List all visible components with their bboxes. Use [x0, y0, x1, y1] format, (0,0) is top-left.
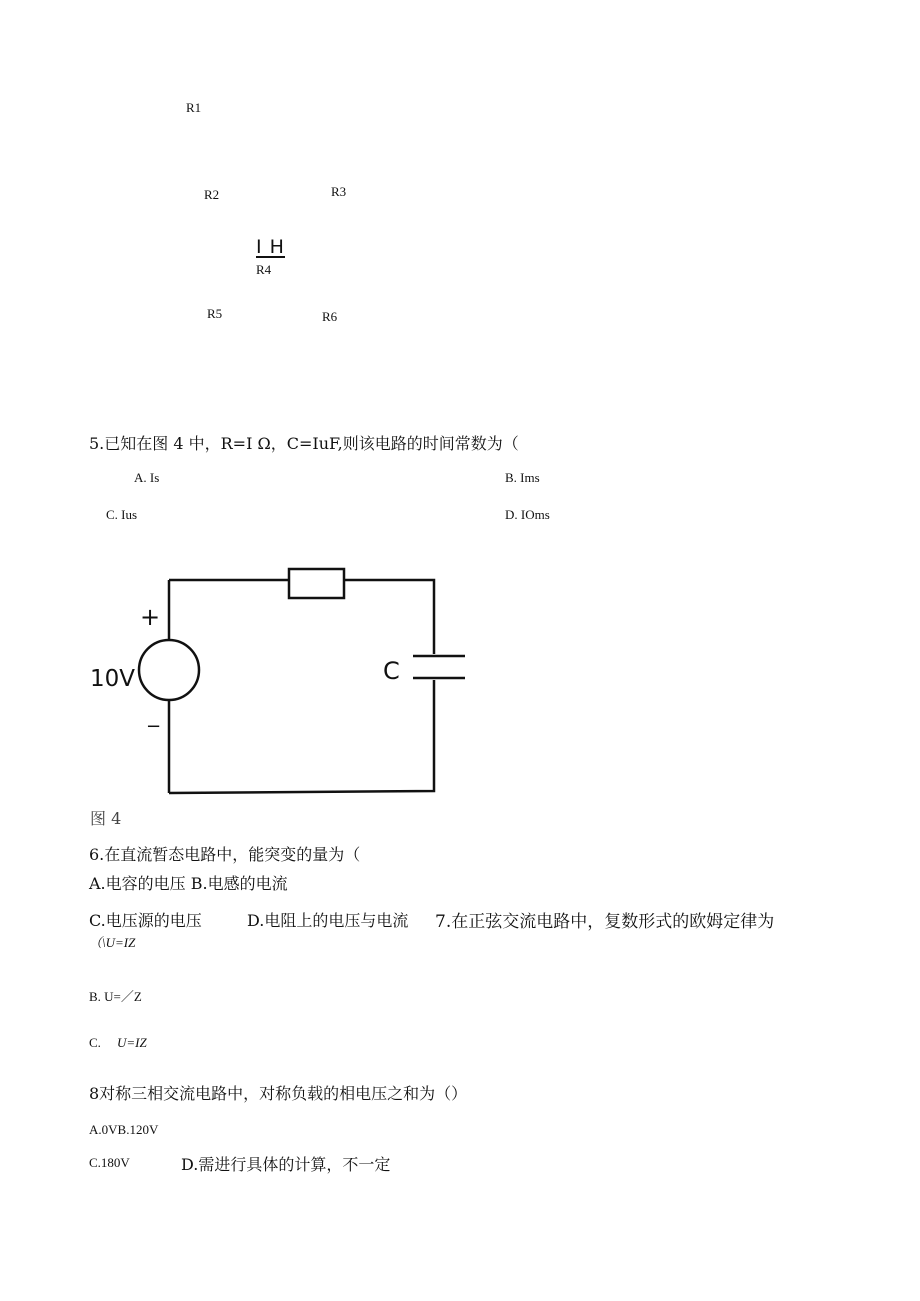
q7-option-c-prefix: C. — [89, 1035, 101, 1050]
q5-option-d: D. IOms — [505, 507, 550, 522]
q7-stem: 7.在正弦交流电路中，复数形式的欧姆定律为 — [435, 912, 775, 932]
label-r1: R1 — [186, 100, 202, 115]
q8-option-c: C.180V — [89, 1155, 130, 1170]
q5-option-c: C. Ius — [106, 507, 138, 522]
q8-options-ab: A.0VB.120V — [89, 1122, 159, 1137]
label-r5: R5 — [207, 306, 223, 321]
label-r3: R3 — [331, 184, 347, 199]
source-plus: + — [140, 603, 161, 631]
q8-stem: 8对称三相交流电路中，对称负载的相电压之和为（） — [89, 1084, 468, 1103]
q6-option-d: D.电阻上的电压与电流 — [247, 911, 409, 930]
voltage-source-symbol — [139, 640, 199, 700]
source-minus: − — [146, 716, 162, 737]
q8-option-d: D.需进行具体的计算，不一定 — [181, 1155, 391, 1174]
label-r4: R4 — [256, 262, 272, 277]
capacitor-label: C — [383, 657, 400, 685]
source-label: 10V — [90, 666, 136, 692]
q6-option-c: C.电压源的电压 — [89, 911, 202, 930]
wire-top-right — [344, 580, 434, 654]
q7-option-b: B. U=／Z — [89, 989, 142, 1004]
figure4-caption: 图 4 — [90, 809, 122, 828]
q5-option-a: A. Is — [134, 470, 160, 485]
q7-option-c-formula: U=IZ — [117, 1035, 147, 1050]
q5-option-b: B. Ims — [505, 470, 540, 485]
q7-option-a: （\U=IZ — [89, 935, 136, 950]
label-r2: R2 — [204, 187, 220, 202]
q6-stem: 6.在直流暂态电路中，能突变的量为（ — [89, 845, 361, 864]
figure4-circuit — [80, 552, 480, 802]
inductor-label: I H — [256, 236, 285, 258]
wire-right-lower — [169, 680, 434, 793]
q5-stem: 5.已知在图 4 中，R=I Ω，C=IuF,则该电路的时间常数为（ — [89, 434, 519, 453]
resistor-symbol — [289, 569, 344, 598]
q6-options-ab: A.电容的电压 B.电感的电流 — [89, 874, 288, 893]
label-r6: R6 — [322, 309, 338, 324]
